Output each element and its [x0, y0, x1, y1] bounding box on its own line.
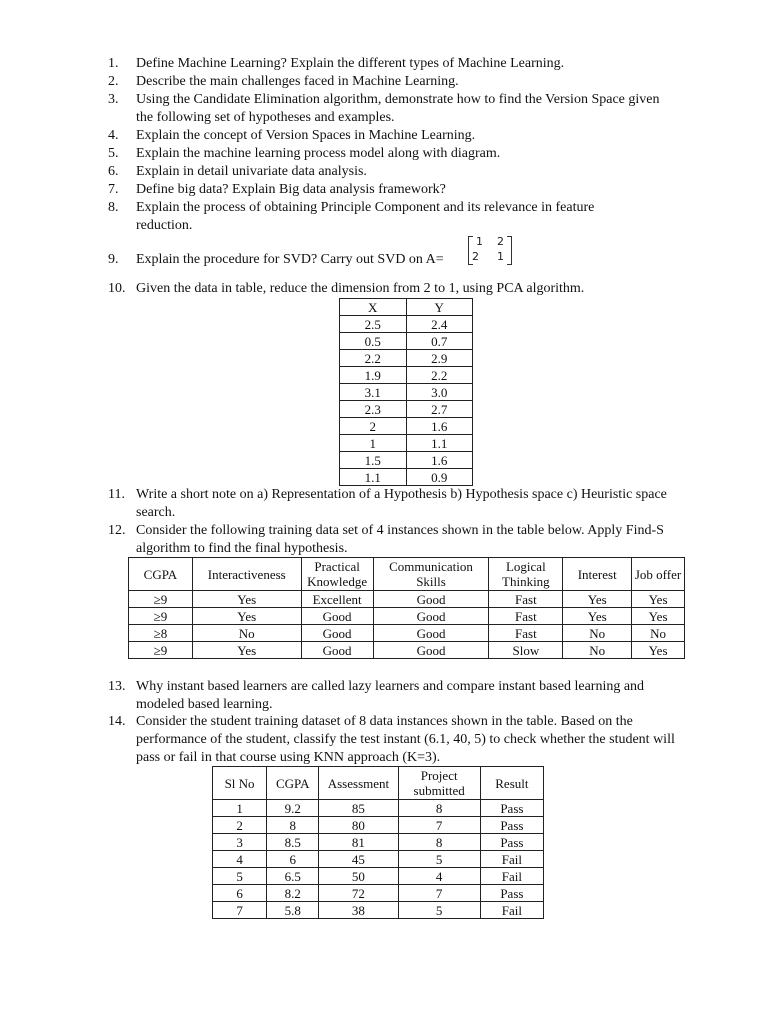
column-header: Logical Thinking	[489, 558, 563, 591]
question-text: Using the Candidate Elimination algorithm, demonstrate how to find the Version Space given the following set of hypotheses and examples.	[136, 92, 660, 125]
table-cell: 0.9	[406, 469, 473, 486]
table-header-row	[213, 767, 544, 800]
column-header: Interest	[563, 558, 632, 591]
table-cell: 3.0	[406, 384, 473, 401]
table-row	[213, 902, 544, 919]
pca-data-table	[339, 298, 473, 486]
table-row	[340, 316, 473, 333]
table-cell: 1.6	[406, 418, 473, 435]
matrix-cell: 1	[497, 250, 504, 263]
table-cell: Yes	[632, 642, 685, 659]
table-cell: 3	[213, 834, 267, 851]
table-cell: Yes	[563, 608, 632, 625]
column-header: Assessment	[319, 767, 398, 800]
question-number: 5.	[108, 146, 119, 161]
table-cell: 38	[319, 902, 398, 919]
table-cell: 80	[319, 817, 398, 834]
table-cell: 0.5	[340, 333, 407, 350]
table-header-row	[340, 299, 473, 316]
table-cell: Yes	[192, 642, 301, 659]
table-row	[340, 418, 473, 435]
table-cell: 5	[398, 902, 480, 919]
table-cell: Pass	[480, 885, 543, 902]
table-cell: Good	[301, 642, 373, 659]
question-number: 12.	[108, 523, 126, 538]
table-cell: Yes	[632, 591, 685, 608]
table-row	[213, 851, 544, 868]
question-number: 10.	[108, 281, 126, 296]
table-cell: 5	[213, 868, 267, 885]
column-header: Interactiveness	[192, 558, 301, 591]
table-cell: Yes	[632, 608, 685, 625]
table-cell: 8	[267, 817, 319, 834]
table-row	[129, 591, 685, 608]
table-cell: Good	[373, 625, 489, 642]
table-cell: 1.5	[340, 452, 407, 469]
question-number: 13.	[108, 679, 126, 694]
table-cell: 5	[398, 851, 480, 868]
table-cell: 1	[213, 800, 267, 817]
column-header: Y	[406, 299, 473, 316]
table-row	[340, 384, 473, 401]
table-cell: 2.5	[340, 316, 407, 333]
table-cell: 81	[319, 834, 398, 851]
table-cell: 6	[213, 885, 267, 902]
table-cell: Good	[301, 608, 373, 625]
question-text: Explain the process of obtaining Principle Component and its relevance in feature reduction.	[136, 200, 595, 233]
column-header: Result	[480, 767, 543, 800]
table-cell: 7	[213, 902, 267, 919]
table-cell: ≥8	[129, 625, 193, 642]
table-cell: Fail	[480, 868, 543, 885]
question-text: Consider the following training data set of 4 instances shown in the table below. Apply Find-S algorithm to find the final hypothesis.	[136, 523, 664, 556]
table-cell: 2.7	[406, 401, 473, 418]
question-text: Consider the student training dataset of 8 data instances shown in the table. Based on the performance of the student, classify the test instant (6.1, 40, 5) to check whether the student will pass or fail in that course using KNN approach (K=3).	[136, 714, 675, 765]
table-row	[213, 800, 544, 817]
question-number: 9.	[108, 252, 119, 267]
table-row	[129, 642, 685, 659]
matrix-right-bracket	[507, 236, 512, 265]
table-row	[340, 435, 473, 452]
question-text: Describe the main challenges faced in Machine Learning.	[136, 74, 459, 89]
column-header: CGPA	[267, 767, 319, 800]
table-row	[340, 367, 473, 384]
table-cell: 2.9	[406, 350, 473, 367]
table-cell: 72	[319, 885, 398, 902]
matrix-cell: 1	[476, 235, 483, 248]
matrix-a	[468, 236, 512, 264]
table-cell: Pass	[480, 834, 543, 851]
question-number: 14.	[108, 714, 126, 729]
question-number: 6.	[108, 164, 119, 179]
column-header: Communication Skills	[373, 558, 489, 591]
table-cell: No	[192, 625, 301, 642]
table-cell: ≥9	[129, 591, 193, 608]
table-cell: 7	[398, 817, 480, 834]
table-cell: Yes	[192, 591, 301, 608]
table-cell: 2.2	[406, 367, 473, 384]
table-cell: 8	[398, 800, 480, 817]
table-cell: Good	[373, 591, 489, 608]
column-header: Sl No	[213, 767, 267, 800]
question-number: 2.	[108, 74, 119, 89]
table-row	[340, 350, 473, 367]
table-cell: 6.5	[267, 868, 319, 885]
table-row	[129, 608, 685, 625]
table-row	[340, 469, 473, 486]
table-cell: 1.1	[406, 435, 473, 452]
find-s-training-table	[128, 557, 685, 659]
table-cell: 7	[398, 885, 480, 902]
table-cell: No	[563, 642, 632, 659]
question-text: Explain in detail univariate data analysis.	[136, 164, 367, 179]
table-row	[213, 834, 544, 851]
table-cell: Fast	[489, 591, 563, 608]
column-header: X	[340, 299, 407, 316]
table-cell: Pass	[480, 817, 543, 834]
table-cell: Pass	[480, 800, 543, 817]
table-cell: 2	[213, 817, 267, 834]
question-number: 3.	[108, 92, 119, 107]
question-text: Write a short note on a) Representation of a Hypothesis b) Hypothesis space c) Heuristic space search.	[136, 487, 667, 520]
table-cell: 6	[267, 851, 319, 868]
table-cell: 4	[398, 868, 480, 885]
question-number: 1.	[108, 56, 119, 71]
table-cell: ≥9	[129, 608, 193, 625]
table-cell: 5.8	[267, 902, 319, 919]
question-text: Define Machine Learning? Explain the different types of Machine Learning.	[136, 56, 565, 71]
question-number: 4.	[108, 128, 119, 143]
table-row	[213, 868, 544, 885]
table-cell: 1.1	[340, 469, 407, 486]
matrix-cell: 2	[497, 235, 504, 248]
table-cell: Fast	[489, 625, 563, 642]
table-cell: 8.5	[267, 834, 319, 851]
table-cell: 85	[319, 800, 398, 817]
question-text: Given the data in table, reduce the dimension from 2 to 1, using PCA algorithm.	[136, 281, 585, 296]
table-cell: 8.2	[267, 885, 319, 902]
column-header: Job offer	[632, 558, 685, 591]
table-cell: 1	[340, 435, 407, 452]
question-text: Define big data? Explain Big data analysis framework?	[136, 182, 446, 197]
table-cell: Fail	[480, 902, 543, 919]
table-cell: 8	[398, 834, 480, 851]
table-cell: Slow	[489, 642, 563, 659]
question-number: 11.	[108, 487, 125, 502]
table-cell: 2.4	[406, 316, 473, 333]
table-cell: No	[632, 625, 685, 642]
table-cell: No	[563, 625, 632, 642]
table-header-row	[129, 558, 685, 591]
table-row	[340, 401, 473, 418]
table-cell: Fail	[480, 851, 543, 868]
knn-student-table	[212, 766, 544, 919]
table-cell: 3.1	[340, 384, 407, 401]
matrix-cell: 2	[472, 250, 479, 263]
table-cell: ≥9	[129, 642, 193, 659]
column-header: Practical Knowledge	[301, 558, 373, 591]
table-row	[340, 333, 473, 350]
table-cell: 1.9	[340, 367, 407, 384]
column-header: CGPA	[129, 558, 193, 591]
table-cell: 2.3	[340, 401, 407, 418]
question-text: Why instant based learners are called lazy learners and compare instant based learning and modeled based learning.	[136, 679, 645, 712]
question-text: Explain the concept of Version Spaces in Machine Learning.	[136, 128, 476, 143]
table-cell: 1.6	[406, 452, 473, 469]
table-row	[213, 817, 544, 834]
column-header: Project submitted	[398, 767, 480, 800]
question-text: Explain the procedure for SVD? Carry out SVD on A=	[136, 252, 444, 267]
table-cell: Good	[373, 642, 489, 659]
question-text: Explain the machine learning process model along with diagram.	[136, 146, 501, 161]
question-number: 7.	[108, 182, 119, 197]
table-cell: 45	[319, 851, 398, 868]
table-cell: Fast	[489, 608, 563, 625]
table-cell: 4	[213, 851, 267, 868]
table-row	[213, 885, 544, 902]
table-row	[340, 452, 473, 469]
table-cell: Yes	[563, 591, 632, 608]
table-row	[129, 625, 685, 642]
question-number: 8.	[108, 200, 119, 215]
table-cell: Good	[301, 625, 373, 642]
table-cell: Excellent	[301, 591, 373, 608]
table-cell: 50	[319, 868, 398, 885]
table-cell: 2	[340, 418, 407, 435]
table-cell: 9.2	[267, 800, 319, 817]
table-cell: Yes	[192, 608, 301, 625]
table-cell: Good	[373, 608, 489, 625]
table-cell: 0.7	[406, 333, 473, 350]
table-cell: 2.2	[340, 350, 407, 367]
